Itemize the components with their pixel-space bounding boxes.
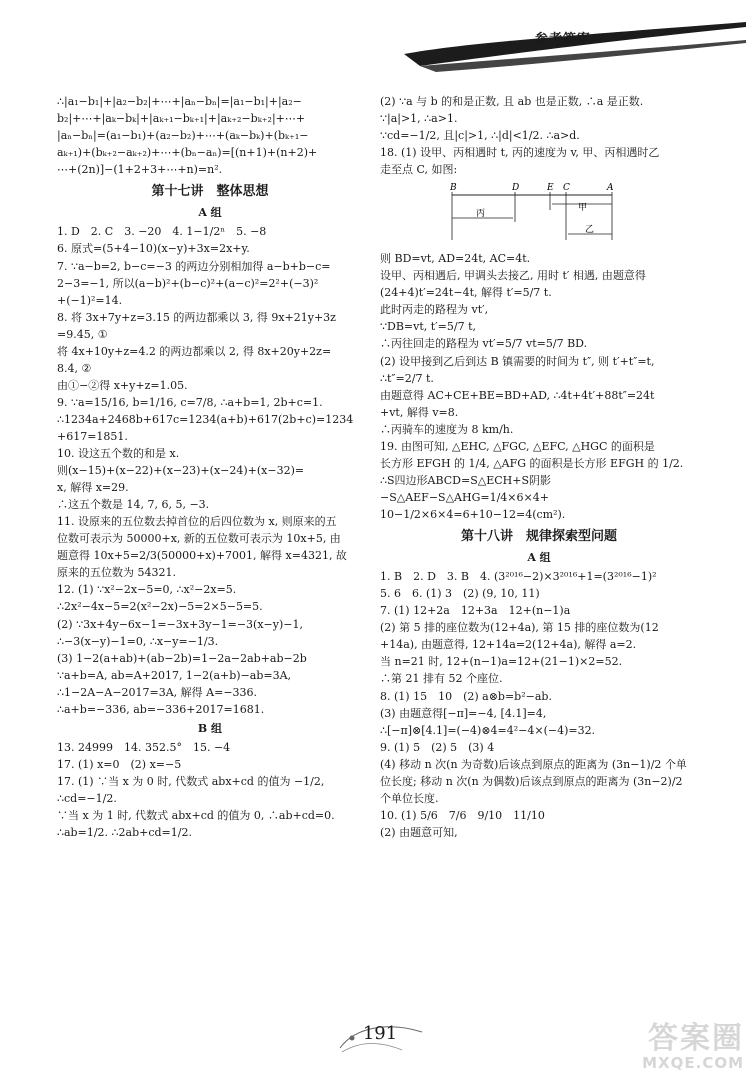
text-line: 6. 原式=(5+4−10)(x−y)+3x=2x+y. xyxy=(57,242,250,256)
group-b-answers xyxy=(57,739,363,841)
text-line: 走至点 C, 如图: xyxy=(380,163,458,177)
text-line: ∴第 21 排有 52 个座位. xyxy=(380,672,503,686)
text-line: 此时丙走的路程为 vt′, xyxy=(380,303,489,317)
text-line: ∴t″=2/7 t. xyxy=(380,371,434,385)
text-line: ∴这五个数是 14, 7, 6, 5, −3. xyxy=(57,498,210,512)
text-line: 位数可表示为 50000+x, 新的五位数可表示为 10x+5, 由 xyxy=(57,532,341,546)
text-line: ∴2x²−4x−5=2(x²−2x)−5=2×5−5=5. xyxy=(57,600,263,614)
header-title: 参考答案 xyxy=(535,32,592,47)
text-line: b₂|+⋯+|aₖ−bₖ|+|aₖ₊₁−bₖ₊₁|+|aₖ₊₂−bₖ₊₂|+⋯+ xyxy=(57,112,306,126)
text-line: ∴S四边形ABCD=S△ECH+S阴影−S△AEF−S△AHG=1/4×6×4+ xyxy=(380,473,552,504)
text-line: 19. 由图可知, △EHC, △FGC, △EFC, △HGC 的面积是 xyxy=(380,439,655,453)
text-line: 2−3=−1, 所以(a−b)²+(b−c)²+(a−c)²=2²+(−3)² xyxy=(57,276,319,290)
page-number: 191 xyxy=(362,1023,398,1044)
text-line: 将 4x+10y+z=4.2 的两边都乘以 2, 得 8x+20y+2z= xyxy=(57,344,332,358)
text-line: 8. 将 3x+7y+z=3.15 的两边都乘以 3, 得 9x+21y+3z xyxy=(57,310,336,324)
watermark-line2: MXQE.COM xyxy=(642,1054,744,1072)
point-label-c: C xyxy=(563,183,570,194)
text-line: +(−1)²=14. xyxy=(57,293,123,307)
text-line: =9.45, ① xyxy=(57,327,108,341)
text-line: 由①−②得 x+y+z=1.05. xyxy=(57,378,188,392)
text-line: 11. 设原来的五位数去掉首位的后四位数为 x, 则原来的五 xyxy=(57,515,337,529)
text-line: 17. (1) ∵当 x 为 0 时, 代数式 abx+cd 的值为 −1/2, xyxy=(57,774,325,788)
text-line: (2) ∵3x+4y−6x−1=−3x+3y−1=−3(x−y)−1, xyxy=(57,617,303,631)
point-label-e: E xyxy=(547,183,554,194)
group-a-answers xyxy=(380,568,698,841)
text-line: (2) 由题意可知, xyxy=(380,825,458,839)
text-line: 长方形 EFGH 的 1/4, △AFG 的面积是长方形 EFGH 的 1/2. xyxy=(380,456,684,470)
text-line: ∴−3(x−y)−1=0, ∴x−y=−1/3. xyxy=(57,634,219,648)
label-jia: 甲 xyxy=(578,203,588,214)
text-line: 位长度; 移动 n 次(n 为偶数)后该点到原点的距离为 (3n−2)/2 xyxy=(380,774,683,788)
text-line: ∴1−2A−A−2017=3A, 解得 A=−336. xyxy=(57,685,258,699)
text-line: ∴1234a+2468b+617c=1234(a+b)+617(2b+c)=1234 xyxy=(57,412,354,426)
text-line: 原来的五位数为 54321. xyxy=(57,566,176,580)
group-a-heading: A 组 xyxy=(198,206,222,220)
text-line: (4) 移动 n 次(n 为奇数)后该点到原点的距离为 (3n−1)/2 个单 xyxy=(380,757,687,771)
text-line: (24+4)t′=24t−4t, 解得 t′=5/7 t. xyxy=(380,286,552,300)
point-label-b: B xyxy=(450,183,457,194)
text-line: 13. 24999 14. 352.5° 15. −4 xyxy=(57,740,231,754)
text-line: ∴[−π]⊗[4.1]=(−4)⊗4=4²−4×(−4)=32. xyxy=(380,723,596,737)
segment-diagram-svg xyxy=(450,180,620,244)
segment-diagram xyxy=(380,180,698,244)
text-line: 18. (1) 设甲、丙相遇时 t, 丙的速度为 v, 甲、丙相遇时乙 xyxy=(380,146,660,160)
text-line: ∵|a|>1, ∴a>1. xyxy=(380,112,458,126)
text-line: (2) 第 5 排的座位数为(12+4a), 第 15 排的座位数为(12 xyxy=(380,621,659,635)
text-line: (2) 设甲接到乙后到达 B 镇需要的时间为 t″, 则 t′+t″=t, xyxy=(380,354,655,368)
text-line: 则(x−15)+(x−22)+(x−23)+(x−24)+(x−32)= xyxy=(57,464,305,478)
watermark-logo xyxy=(642,1022,744,1072)
group-a-heading: A 组 xyxy=(527,551,551,565)
text-line: ∵DB=vt, t′=5/7 t, xyxy=(380,320,476,334)
text-line: 则 BD=vt, AD=24t, AC=4t. xyxy=(380,252,531,266)
text-line: ∴|a₁−b₁|+|a₂−b₂|+⋯+|aₙ−bₙ|=|a₁−b₁|+|a₂− xyxy=(57,95,302,108)
text-line: 8.4, ② xyxy=(57,361,92,375)
point-label-d: D xyxy=(512,183,520,194)
text-line: 8. (1) 15 10 (2) a⊗b=b²−ab. xyxy=(380,689,552,703)
text-line: ∴ab=1/2. ∴2ab+cd=1/2. xyxy=(57,826,192,840)
text-line: 题意得 10x+5=2/3(50000+x)+7001, 解得 x=4321, 故 xyxy=(57,549,347,563)
text-line: 17. (1) x=0 (2) x=−5 xyxy=(57,757,182,771)
text-line: +vt, 解得 v=8. xyxy=(380,405,459,419)
point-label-a: A xyxy=(607,183,614,194)
text-line: 由题意得 AC+CE+BE=BD+AD, ∴4t+4t′+88t″=24t xyxy=(380,388,655,402)
text-line: 设甲、丙相遇后, 甲调头去接乙, 用时 t′ 相遇, 由题意得 xyxy=(380,269,646,283)
text-line: 10. 设这五个数的和是 x. xyxy=(57,447,180,461)
text-line: 5. 6 6. (1) 3 (2) (9, 10, 11) xyxy=(380,587,540,601)
text-line: |aₙ−bₙ|=(a₁−b₁)+(a₂−b₂)+⋯+(aₖ−bₖ)+(bₖ₊₁− xyxy=(57,129,309,143)
text-line: (3) 由题意得[−π]=−4, [4.1]=4, xyxy=(380,706,547,720)
section-title-lecture-18: 第十八讲 规律探索型问题 xyxy=(460,528,617,544)
text-line: ∴丙往回走的路程为 vt′=5/7 vt=5/7 BD. xyxy=(380,337,588,351)
text-line: ∵cd=−1/2, 且|c|>1, ∴|d|<1/2. ∴a>d. xyxy=(380,129,580,143)
text-line: +617=1851. xyxy=(57,429,128,443)
text-line: 1. D 2. C 3. −20 4. 1−1/2ⁿ 5. −8 xyxy=(57,225,267,239)
text-line: 7. (1) 12+2a 12+3a 12+(n−1)a xyxy=(380,604,571,618)
group-b-heading: B 组 xyxy=(197,721,223,735)
text-line: ∵a+b=A, ab=A+2017, 1−2(a+b)−ab=3A, xyxy=(57,668,292,682)
answer-block-continued xyxy=(57,93,363,178)
section-title-lecture-17: 第十七讲 整体思想 xyxy=(151,184,269,200)
right-column xyxy=(380,93,698,841)
text-line: 10−1/2×6×4=6+10−12=4(cm²). xyxy=(380,507,566,521)
label-bing: 丙 xyxy=(476,209,486,220)
text-line: ∴丙骑车的速度为 8 km/h. xyxy=(380,422,514,436)
text-line: (2) ∵a 与 b 的和是正数, 且 ab 也是正数, ∴a 是正数. xyxy=(380,95,644,108)
text-line: ⋯+(2n)]−(1+2+3+⋯+n)=n². xyxy=(57,163,223,177)
problem-18-19 xyxy=(380,250,698,523)
label-yi: 乙 xyxy=(585,225,595,236)
text-line: aₖ₊₁)+(bₖ₊₂−aₖ₊₂)+⋯+(bₙ−aₙ)=[(n+1)+(n+2)+ xyxy=(57,146,318,160)
text-line: ∵当 x 为 1 时, 代数式 abx+cd 的值为 0, ∴ab+cd=0. xyxy=(57,809,335,823)
text-line: ∴cd=−1/2. xyxy=(57,791,117,805)
text-line: +14a), 由题意得, 12+14a=2(12+4a), 解得 a=2. xyxy=(380,638,637,652)
watermark-line1: 答案圈 xyxy=(648,1021,744,1056)
text-line: 7. ∵a−b=2, b−c=−3 的两边分别相加得 a−b+b−c= xyxy=(57,259,331,273)
text-line: (3) 1−2(a+ab)+(ab−2b)=1−2a−2ab+ab−2b xyxy=(57,651,307,665)
text-line: 1. B 2. D 3. B 4. (3²⁰¹⁶−2)×3²⁰¹⁶+1=(3²⁰¹⁶−1)² xyxy=(380,570,657,584)
answer-block-continued xyxy=(380,93,698,178)
text-line: 当 n=21 时, 12+(n−1)a=12+(21−1)×2=52. xyxy=(380,655,623,669)
text-line: 个单位长度. xyxy=(380,791,439,805)
text-line: x, 解得 x=29. xyxy=(57,481,129,495)
group-a-answers xyxy=(57,223,363,717)
text-line: 9. ∵a=15/16, b=1/16, c=7/8, ∴a+b=1, 2b+c=1. xyxy=(57,395,323,409)
text-line: 12. (1) ∵x²−2x−5=0, ∴x²−2x=5. xyxy=(57,583,237,597)
left-column xyxy=(57,93,363,841)
text-line: 10. (1) 5/6 7/6 9/10 11/10 xyxy=(380,808,545,822)
text-line: ∴a+b=−336, ab=−336+2017=1681. xyxy=(57,702,265,716)
text-line: 9. (1) 5 (2) 5 (3) 4 xyxy=(380,740,495,754)
